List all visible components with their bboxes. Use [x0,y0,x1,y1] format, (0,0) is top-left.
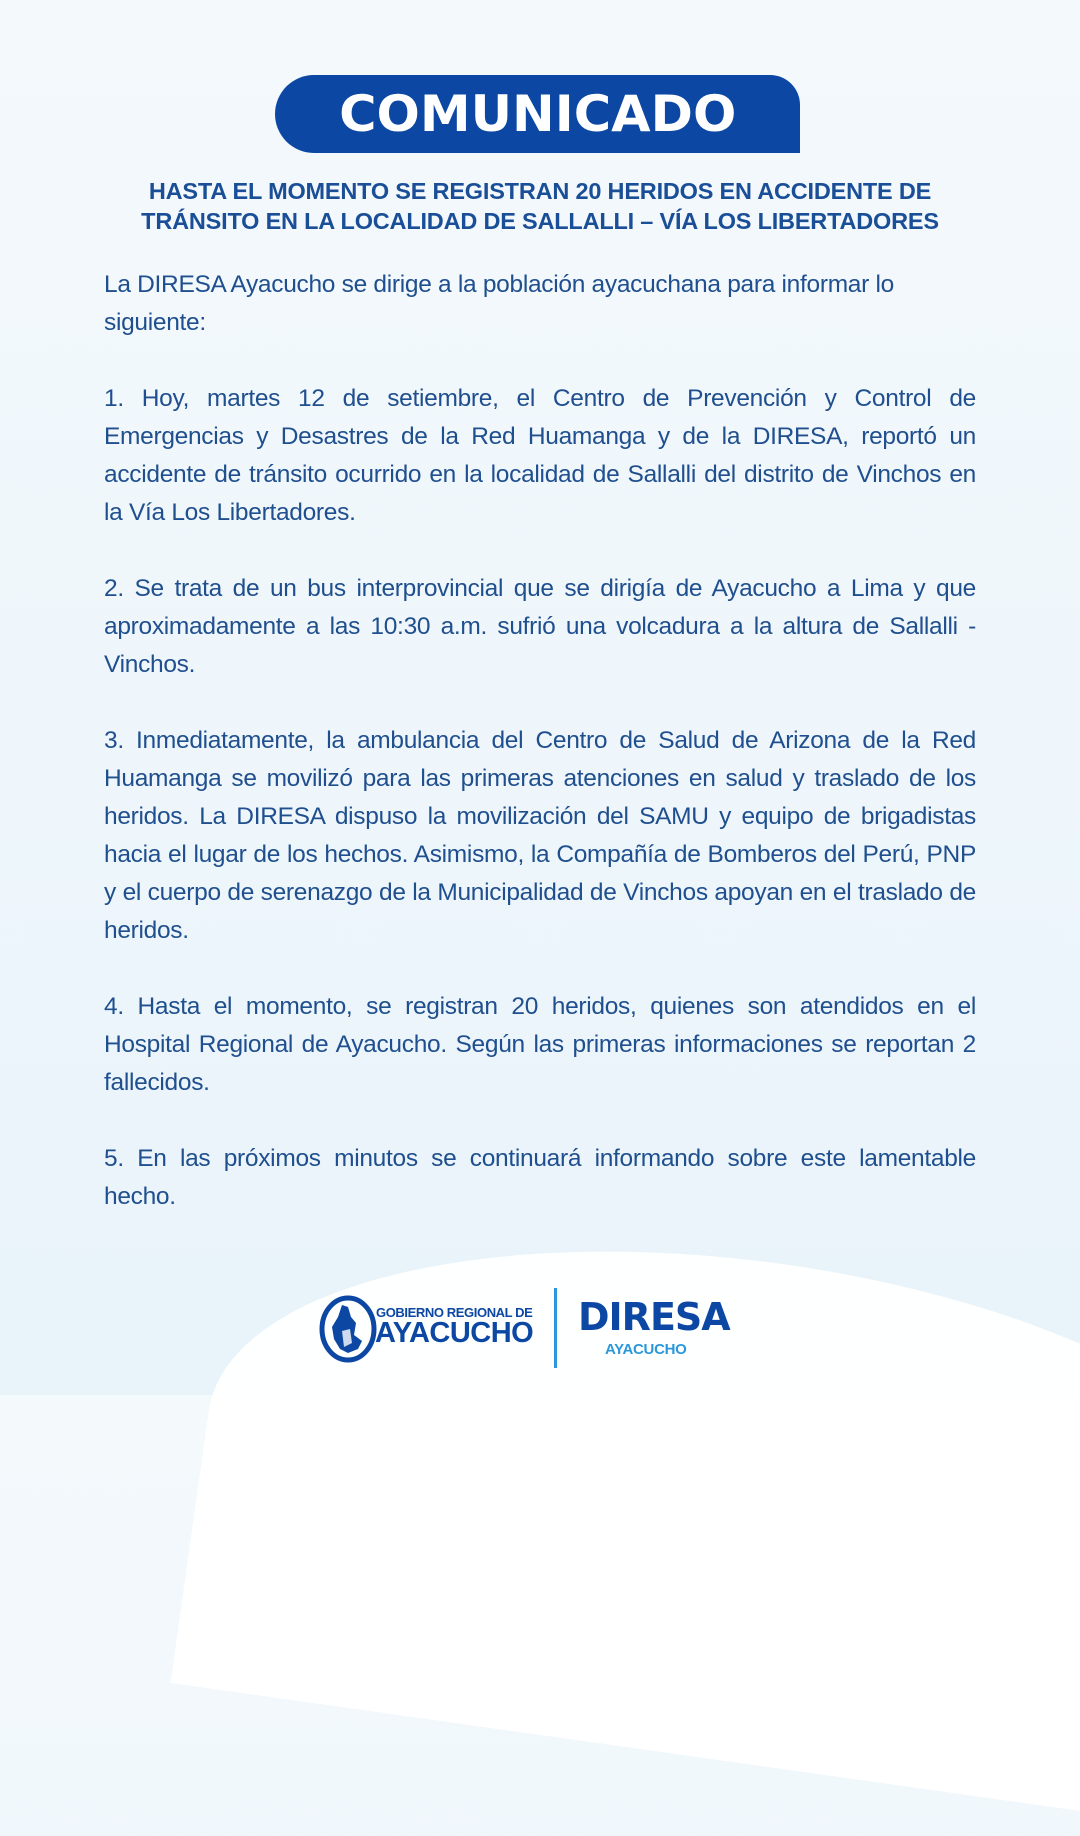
list-item: 4. Hasta el momento, se registran 20 heridos, quienes son atendidos en el Hospital Regional de Ayacucho. Según las primeras informaciones se reportan 2 fallecidos. [104,993,976,1096]
list-item: 5. En las próximos minutos se continuará informando sobre este lamentable hecho. [104,1145,976,1210]
headline-line-1: HASTA EL MOMENTO SE REGISTRAN 20 HERIDOS EN ACCIDENTE DE [148,178,932,204]
list-item: 1. Hoy, martes 12 de setiembre, el Centro de Prevención y Control de Emergencias y Desastres de la Red Huamanga y de la DIRESA, reportó un accidente de tránsito ocurrido en la localidad de Sallalli del distrito de Vinchos en la Vía Los Libertadores. [104,385,976,526]
intro-paragraph: La DIRESA Ayacucho se dirige a la población ayacuchana para informar lo siguiente: [104,271,894,336]
list-item: 3. Inmediatamente, la ambulancia del Centro de Salud de Arizona de la Red Huamanga se movilizó para las primeras atenciones en salud y traslado de los heridos. La DIRESA dispuso la movilización del SAMU y equipo de brigadistas hacia el lugar de los hechos. Asimismo, la Compañía de Bomberos del Perú, PNP y el cuerpo de serenazgo de la Municipalidad de Vinchos apoyan en el traslado de heridos. [104,727,976,944]
statement-body [104,266,976,1254]
banner-title: COMUNICADO [338,85,737,143]
diresa-logo-text: DIRESA [578,1295,730,1339]
headline [100,176,980,236]
logo-divider [554,1288,557,1368]
diresa-ayacucho-label: AYACUCHO [605,1341,687,1358]
gobierno-regional-emblem-icon [318,1295,378,1363]
gobierno-ayacucho-label: AYACUCHO [375,1317,534,1349]
list-item: 2. Se trata de un bus interprovincial que se dirigía de Ayacucho a Lima y que aproximadamente a las 10:30 a.m. sufrió una volcadura a la altura de Sallalli - Vinchos. [104,575,976,678]
comunicado-banner [275,75,800,153]
gobierno-label: GOBIERNO REGIONAL DE [376,1305,533,1320]
headline-line-2: TRÁNSITO EN LA LOCALIDAD DE SALLALLI – VÍA LOS LIBERTADORES [141,208,939,234]
footer-logos [0,1285,1080,1375]
